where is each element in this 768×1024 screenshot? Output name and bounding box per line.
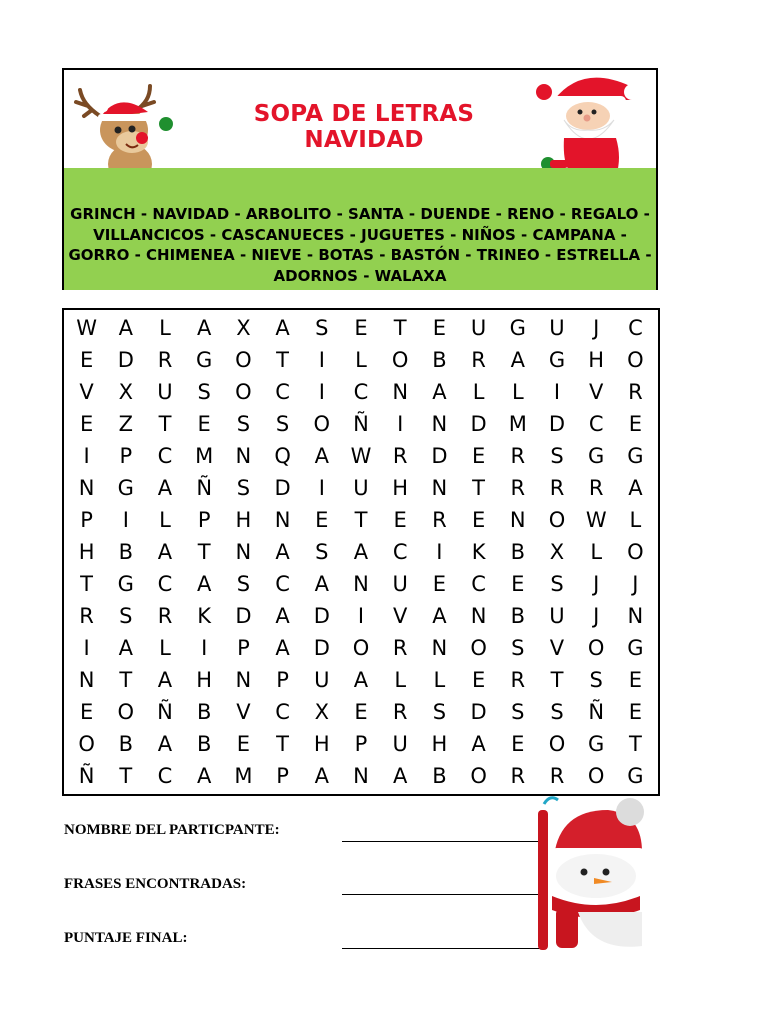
grid-cell[interactable]: A (157, 668, 173, 692)
grid-cell[interactable]: E (393, 508, 407, 532)
participant-input-line[interactable] (342, 841, 540, 842)
grid-cell[interactable]: B (432, 348, 447, 372)
grid-cell[interactable]: C (157, 764, 173, 788)
grid-cell[interactable]: Ñ (78, 764, 95, 788)
grid-cell[interactable]: U (392, 572, 408, 596)
grid-cell[interactable]: E (628, 668, 643, 692)
grid-cell[interactable]: I (83, 636, 90, 660)
grid-cell[interactable]: A (157, 476, 173, 500)
grid-cell[interactable]: R (432, 508, 447, 532)
grid-cell[interactable]: A (432, 380, 447, 404)
grid-cell[interactable]: X (118, 380, 133, 404)
grid-cell[interactable]: G (117, 572, 134, 596)
grid-cell[interactable]: A (157, 540, 173, 564)
grid-cell[interactable]: I (553, 380, 561, 404)
word-list-line: ADORNOS - WALAXA (273, 266, 447, 285)
grid-cell[interactable]: U (549, 604, 565, 628)
grid-cell[interactable]: U (549, 316, 565, 340)
grid-cell[interactable]: A (118, 636, 133, 660)
grid-cell[interactable]: G (627, 764, 644, 788)
grid-cell[interactable]: A (432, 604, 447, 628)
grid-cell[interactable]: O (470, 764, 487, 788)
grid-cell[interactable]: T (393, 316, 407, 340)
grid-cell[interactable]: M (195, 444, 214, 468)
word-list-line: GRINCH - NAVIDAD - ARBOLITO - SANTA - DUENDE - RENO - REGALO - (70, 205, 650, 223)
grid-cell[interactable]: N (431, 412, 448, 436)
grid-cell[interactable]: A (275, 636, 290, 660)
grid-cell[interactable]: E (315, 508, 329, 532)
grid-cell[interactable]: J (593, 604, 600, 628)
grid-cell[interactable]: C (157, 444, 173, 468)
grid-cell[interactable]: L (511, 380, 524, 404)
grid-cell[interactable]: A (353, 668, 369, 692)
grid-cell[interactable]: P (197, 508, 211, 532)
grid-cell[interactable]: V (236, 700, 251, 724)
grid-cell[interactable]: U (157, 380, 173, 404)
grid-cell[interactable]: A (197, 572, 212, 596)
grid-cell[interactable]: T (550, 668, 564, 692)
page-title: SOPA DE LETRAS NAVIDAD (253, 101, 475, 153)
grid-cell[interactable]: J (632, 572, 639, 596)
phrases-input-line[interactable] (342, 894, 540, 895)
grid-cell[interactable]: P (119, 444, 133, 468)
grid-cell[interactable]: U (392, 732, 408, 756)
grid-cell[interactable]: I (436, 540, 443, 564)
grid-cell[interactable]: G (588, 732, 605, 756)
grid-cell[interactable]: L (629, 508, 642, 532)
grid-cell[interactable]: L (159, 508, 171, 532)
grid-cell[interactable]: S (236, 412, 251, 436)
word-list-band (64, 168, 656, 290)
grid-cell[interactable]: E (197, 412, 211, 436)
grid-cell[interactable]: O (470, 636, 487, 660)
grid-cell[interactable]: S (589, 668, 603, 692)
grid-cell[interactable]: A (393, 764, 408, 788)
grid-cell[interactable]: D (313, 636, 330, 660)
grid-cell[interactable]: R (471, 348, 486, 372)
grid-cell[interactable]: E (471, 508, 486, 532)
grid-cell[interactable]: N (431, 636, 448, 660)
grid-cell[interactable]: E (628, 412, 643, 436)
word-list (68, 204, 652, 286)
grid-cell[interactable]: A (275, 540, 290, 564)
grid-cell[interactable]: N (470, 604, 487, 628)
grid-cell[interactable]: I (357, 604, 365, 628)
grid-cell[interactable]: R (157, 604, 173, 628)
grid-cell[interactable]: D (431, 444, 448, 468)
letter-grid (62, 308, 660, 796)
grid-cell[interactable]: N (353, 572, 369, 596)
grid-cell[interactable]: R (510, 476, 526, 500)
grid-cell[interactable]: D (470, 700, 487, 724)
grid-cell[interactable]: A (628, 476, 643, 500)
grid-cell[interactable]: A (314, 444, 329, 468)
grid-cell[interactable]: O (548, 732, 566, 756)
grid-cell[interactable]: R (392, 444, 408, 468)
grid-cell[interactable]: L (355, 348, 367, 372)
grid-cell[interactable]: L (394, 668, 407, 692)
grid-cell[interactable]: H (78, 540, 95, 564)
grid-cell[interactable]: R (392, 636, 408, 660)
grid-cell[interactable]: D (313, 604, 330, 628)
grid-cell[interactable]: C (275, 380, 290, 404)
grid-cell[interactable]: I (318, 348, 325, 372)
grid-cell[interactable]: G (196, 348, 213, 372)
grid-cell[interactable]: L (590, 540, 603, 564)
grid-cell[interactable]: U (470, 316, 487, 340)
grid-cell[interactable]: I (397, 412, 404, 436)
grid-cell[interactable]: I (122, 508, 129, 532)
grid-cell[interactable]: Ñ (157, 700, 173, 724)
grid-cell[interactable]: C (353, 380, 369, 404)
grid-cell[interactable]: O (78, 732, 95, 756)
grid-cell[interactable]: E (628, 700, 643, 724)
grid-cell[interactable]: P (237, 636, 250, 660)
grid-cell[interactable]: T (628, 732, 642, 756)
grid-cell[interactable]: H (588, 348, 605, 372)
grid-cell[interactable]: H (313, 732, 330, 756)
grid-cell[interactable]: A (510, 348, 525, 372)
grid-cell[interactable]: S (236, 476, 251, 500)
grid-cell[interactable]: R (510, 444, 526, 468)
grid-cell[interactable]: S (432, 700, 447, 724)
grid-cell[interactable]: W (350, 444, 372, 468)
grid-cell[interactable]: G (627, 636, 644, 660)
grid-cell[interactable]: O (117, 700, 135, 724)
grid-cell[interactable]: N (274, 508, 291, 532)
grid-cell[interactable]: Ñ (353, 412, 369, 436)
grid-cell[interactable]: R (79, 604, 94, 628)
grid-cell[interactable]: N (235, 668, 252, 692)
grid-cell[interactable]: S (197, 380, 211, 404)
grid-cell[interactable]: P (276, 668, 289, 692)
grid-cell[interactable]: J (593, 316, 600, 340)
grid-cell[interactable]: D (117, 348, 134, 372)
grid-cell[interactable]: A (197, 316, 212, 340)
grid-cell[interactable]: E (471, 444, 486, 468)
grid-cell[interactable]: E (354, 700, 368, 724)
grid-cell[interactable]: O (391, 348, 409, 372)
grid-cell[interactable]: E (432, 572, 447, 596)
word-list-line: VILLANCICOS - CASCANUECES - JUGUETES - NIÑOS - CAMPANA - (93, 225, 627, 244)
grid-cell[interactable]: A (275, 316, 290, 340)
grid-cell[interactable]: U (314, 668, 330, 692)
grid-cell[interactable]: S (275, 412, 290, 436)
participant-label: NOMBRE DEL PARTICPANTE: (64, 822, 280, 838)
grid-cell[interactable]: K (471, 540, 486, 564)
grid-cell[interactable]: C (275, 700, 290, 724)
grid-cell[interactable]: Ñ (196, 476, 213, 500)
grid-cell[interactable]: P (276, 764, 289, 788)
santa-icon (534, 66, 644, 178)
grid-cell[interactable]: N (627, 604, 644, 628)
grid-cell[interactable]: R (549, 764, 565, 788)
grid-cell[interactable]: A (197, 764, 212, 788)
grid-cell[interactable]: R (549, 476, 565, 500)
grid-cell[interactable]: M (234, 764, 253, 788)
grid-cell[interactable]: Z (118, 412, 133, 436)
grid-cell[interactable]: I (318, 476, 325, 500)
grid-cell[interactable]: E (236, 732, 251, 756)
grid-cell[interactable]: H (196, 668, 213, 692)
grid-cell[interactable]: G (588, 444, 605, 468)
header-box (62, 68, 658, 290)
grid-cell[interactable]: O (548, 508, 566, 532)
grid-cell[interactable]: N (78, 668, 95, 692)
grid-cell[interactable]: O (235, 348, 252, 372)
grid-cell[interactable]: N (235, 540, 252, 564)
grid-cell[interactable]: O (627, 348, 644, 372)
grid-cell[interactable]: S (119, 604, 133, 628)
grid-cell[interactable]: N (78, 476, 95, 500)
grid-cell[interactable]: S (236, 572, 251, 596)
grid-cell[interactable]: D (274, 476, 291, 500)
grid-cell[interactable]: O (587, 636, 605, 660)
word-list-line: GORRO - CHIMENEA - NIEVE - BOTAS - BASTÓN - TRINEO - ESTRELLA - (68, 246, 652, 264)
grid-cell[interactable]: C (275, 572, 290, 596)
grid-cell[interactable]: B (196, 732, 212, 756)
grid-cell[interactable]: N (509, 508, 526, 532)
grid-cell[interactable]: V (549, 636, 565, 660)
grid-cell[interactable]: L (433, 668, 446, 692)
grid-cell[interactable]: S (550, 444, 564, 468)
grid-cell[interactable]: I (83, 444, 90, 468)
grid-cell[interactable]: N (431, 476, 448, 500)
grid-cell[interactable]: C (588, 412, 604, 436)
grid-cell[interactable]: B (196, 700, 212, 724)
grid-cell[interactable]: B (118, 540, 133, 564)
grid-cell[interactable]: D (470, 412, 487, 436)
grid-cell[interactable]: Q (274, 444, 291, 468)
grid-cell[interactable]: W (76, 316, 97, 340)
snowman-icon (530, 792, 654, 952)
grid-cell[interactable]: A (275, 604, 290, 628)
grid-cell[interactable]: T (354, 508, 368, 532)
grid-cell[interactable]: T (119, 668, 133, 692)
grid-cell[interactable]: T (276, 732, 289, 756)
grid-cell[interactable]: I (318, 380, 325, 404)
grid-cell[interactable]: I (201, 636, 208, 660)
grid-cell[interactable]: E (79, 412, 94, 436)
grid-cell[interactable]: T (80, 572, 93, 596)
score-input-line[interactable] (342, 948, 540, 949)
grid-cell[interactable]: R (510, 764, 526, 788)
grid-cell[interactable]: A (157, 732, 173, 756)
grid-cell[interactable]: V (589, 380, 604, 404)
grid-cell[interactable]: R (588, 476, 604, 500)
grid-cell[interactable]: A (314, 764, 329, 788)
grid-cell[interactable]: A (471, 732, 486, 756)
grid-cell[interactable]: Ñ (588, 700, 605, 724)
grid-cell[interactable]: X (549, 540, 565, 564)
grid-cell[interactable]: O (352, 636, 370, 660)
grid-cell[interactable]: P (80, 508, 93, 532)
grid-cell[interactable]: S (315, 540, 329, 564)
grid-cell[interactable]: X (236, 316, 251, 340)
grid-cell[interactable]: S (315, 316, 329, 340)
grid-cell[interactable]: N (353, 764, 369, 788)
grid-cell[interactable]: L (472, 380, 485, 404)
grid-cell[interactable]: E (79, 700, 94, 724)
grid-cell[interactable]: N (235, 444, 252, 468)
grid-cell[interactable]: M (508, 412, 527, 436)
grid-cell[interactable]: B (118, 732, 133, 756)
grid-cell[interactable]: N (392, 380, 409, 404)
grid-cell[interactable]: E (511, 572, 525, 596)
phrases-label: FRASES ENCONTRADAS: (64, 876, 247, 892)
grid-cell[interactable]: R (392, 700, 408, 724)
grid-cell[interactable]: W (585, 508, 607, 532)
score-label: PUNTAJE FINAL: (64, 930, 188, 946)
grid-cell[interactable]: G (117, 476, 134, 500)
grid-cell[interactable]: H (235, 508, 252, 532)
grid-cell[interactable]: T (158, 412, 172, 436)
grid-cell[interactable]: E (471, 668, 486, 692)
grid-cell[interactable]: U (353, 476, 369, 500)
title-band (64, 70, 656, 170)
grid-cell[interactable]: G (509, 316, 526, 340)
grid-cell[interactable]: O (587, 764, 605, 788)
grid-cell[interactable]: P (354, 732, 368, 756)
grid-cell[interactable]: C (157, 572, 173, 596)
grid-cell[interactable]: E (79, 348, 94, 372)
grid-cell[interactable]: V (79, 380, 94, 404)
grid-cell[interactable]: C (392, 540, 408, 564)
grid-cell[interactable]: E (354, 316, 368, 340)
grid-cell[interactable]: O (235, 380, 252, 404)
grid-cell[interactable]: L (159, 316, 171, 340)
grid-cell[interactable]: A (118, 316, 133, 340)
grid-cell[interactable]: E (432, 316, 447, 340)
grid-cell[interactable]: D (235, 604, 252, 628)
grid-cell[interactable]: J (593, 572, 600, 596)
grid-cell[interactable]: R (157, 348, 173, 372)
grid-cell[interactable]: H (431, 732, 448, 756)
grid-cell[interactable]: V (393, 604, 408, 628)
grid-cell[interactable]: B (432, 764, 447, 788)
grid-cell[interactable]: C (628, 316, 643, 340)
grid-cell[interactable]: L (159, 636, 171, 660)
grid-cell[interactable]: S (511, 700, 525, 724)
grid-cell[interactable]: T (276, 348, 289, 372)
grid-cell[interactable]: O (313, 412, 331, 436)
grid-cell[interactable]: H (392, 476, 409, 500)
grid-cell[interactable]: X (314, 700, 329, 724)
grid-cell[interactable]: B (510, 540, 525, 564)
grid-cell[interactable]: G (627, 444, 644, 468)
grid-cell[interactable]: K (197, 604, 212, 628)
grid-cell[interactable]: R (628, 380, 643, 404)
grid-cell[interactable]: T (119, 764, 133, 788)
grid-cell[interactable]: T (197, 540, 211, 564)
grid-cell[interactable]: O (627, 540, 644, 564)
grid-cell[interactable]: D (548, 412, 566, 436)
grid-cell[interactable]: T (472, 476, 485, 500)
grid-cell[interactable]: R (510, 668, 526, 692)
grid-cell[interactable]: G (548, 348, 566, 372)
grid-cell[interactable]: C (471, 572, 486, 596)
grid-cell[interactable]: B (510, 604, 525, 628)
grid-cell[interactable]: S (550, 700, 564, 724)
grid-cell[interactable]: E (511, 732, 525, 756)
grid-cell[interactable]: A (314, 572, 329, 596)
grid-cell[interactable]: S (511, 636, 525, 660)
grid-cell[interactable]: S (550, 572, 564, 596)
grid-cell[interactable]: A (353, 540, 369, 564)
